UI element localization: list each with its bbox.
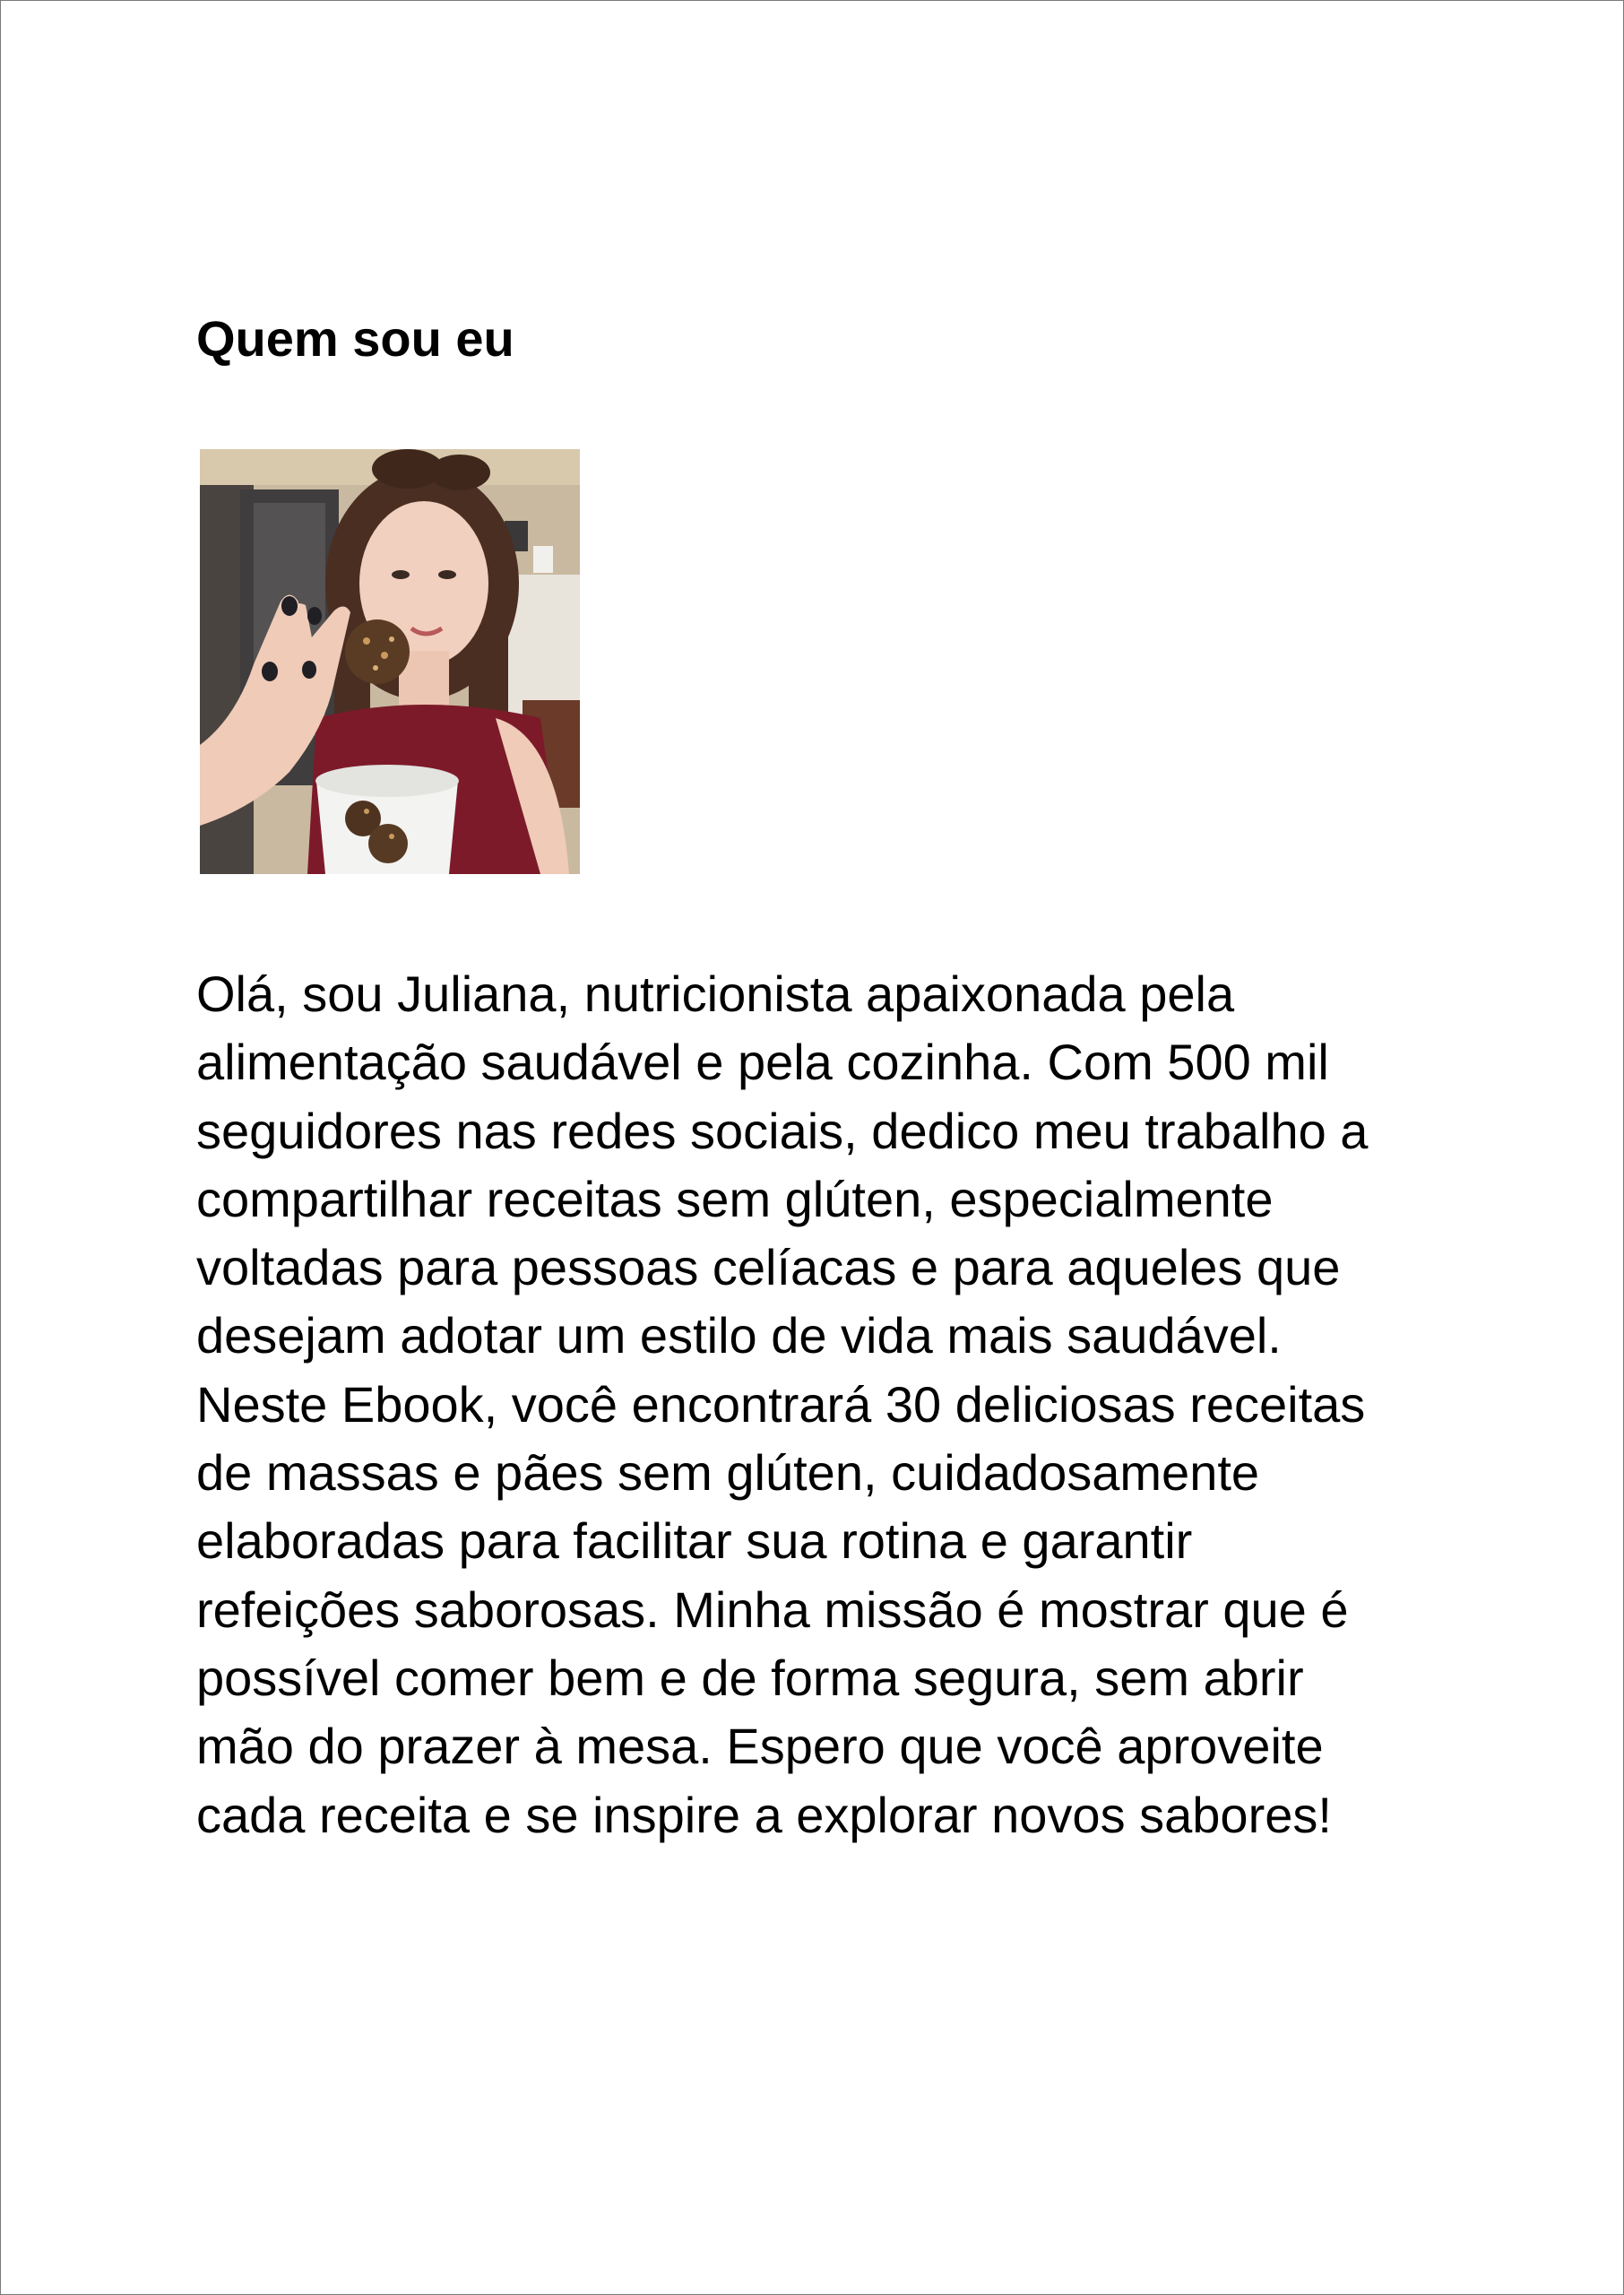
bio-line: refeições saborosas. Minha missão é mostrar que é — [196, 1581, 1349, 1638]
page-title: Quem sou eu — [196, 310, 514, 367]
bio-line: de massas e pães sem glúten, cuidadosamente — [196, 1444, 1260, 1502]
author-bio — [196, 960, 1451, 1849]
bio-line: Olá, sou Juliana, nutricionista apaixonada pela — [196, 966, 1235, 1022]
author-photo — [200, 449, 580, 874]
bio-line: seguidores nas redes sociais, dedico meu trabalho a — [196, 1102, 1369, 1159]
bio-line: mão do prazer à mesa. Espero que você aproveite — [196, 1718, 1324, 1775]
bio-line: possível comer bem e de forma segura, sem abrir — [196, 1649, 1304, 1706]
bio-line: voltadas para pessoas celíacas e para aqueles que — [196, 1239, 1341, 1296]
bio-line: cada receita e se inspire a explorar novos sabores! — [196, 1786, 1332, 1843]
bio-line: alimentação saudável e pela cozinha. Com 500 mil — [196, 1034, 1329, 1091]
bio-line: desejam adotar um estilo de vida mais saudável. — [196, 1307, 1282, 1364]
bio-line: elaboradas para facilitar sua rotina e garantir — [196, 1512, 1193, 1570]
bio-line: compartilhar receitas sem glúten, especialmente — [196, 1170, 1274, 1227]
bio-line: Neste Ebook, você encontrará 30 deliciosas receitas — [196, 1375, 1366, 1433]
